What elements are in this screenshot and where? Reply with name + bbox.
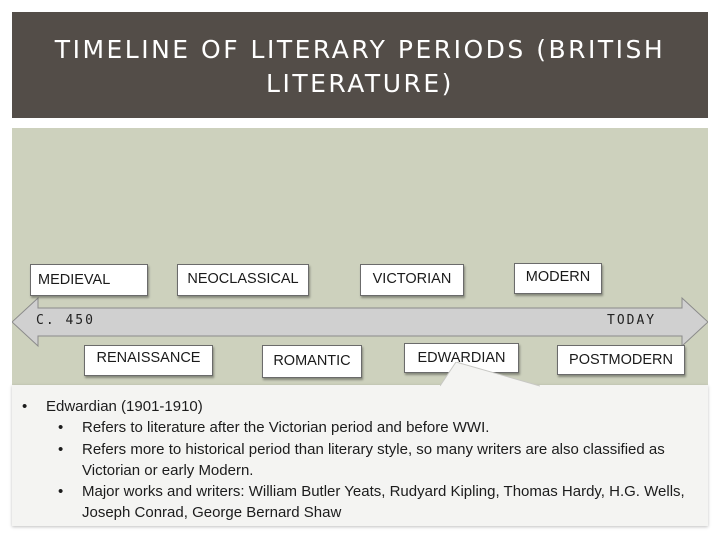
callout-point-text: Refers to literature after the Victorian period and before WWI. <box>82 419 490 437</box>
period-label: POSTMODERN <box>569 352 673 368</box>
bullet: • <box>58 483 64 501</box>
period-label: VICTORIAN <box>372 271 452 287</box>
callout-point <box>22 417 702 438</box>
callout-pointer <box>440 362 540 387</box>
period-label: EDWARDIAN <box>417 350 506 366</box>
timeline-arrow <box>12 296 708 348</box>
period-romantic[interactable] <box>262 345 362 378</box>
callout-point <box>22 439 702 482</box>
timeline-end-label: TODAY <box>607 313 657 328</box>
period-victorian[interactable] <box>360 264 464 296</box>
callout-heading-item <box>22 396 702 417</box>
callout-list <box>22 396 702 524</box>
bullet: • <box>58 440 64 458</box>
period-neoclassical[interactable] <box>177 264 309 296</box>
period-label: RENAISSANCE <box>96 350 201 366</box>
period-modern[interactable] <box>514 263 602 294</box>
callout-heading: Edwardian (1901-1910) <box>46 398 203 415</box>
period-label: MEDIEVAL <box>38 272 111 288</box>
timeline-start-label: C. 450 <box>36 313 95 328</box>
callout-point-text: Refers more to historical period than literary style, so many writers are also classified as Victorian or early Modern. <box>82 440 665 479</box>
bullet: • <box>58 419 64 437</box>
page-title: TIMELINE OF LITERARY PERIODS (BRITISH LITERATURE) <box>54 35 666 98</box>
callout-point <box>22 481 702 524</box>
period-renaissance[interactable] <box>84 345 213 376</box>
period-label: ROMANTIC <box>273 353 351 369</box>
title-band <box>12 12 708 118</box>
period-medieval[interactable] <box>30 264 148 296</box>
callout-point-text: Major works and writers: William Butler Yeats, Rudyard Kipling, Thomas Hardy, H.G. Wells, Joseph Conrad, George Bernard Shaw <box>82 483 685 522</box>
period-label: NEOCLASSICAL <box>187 271 299 287</box>
period-postmodern[interactable] <box>557 345 685 375</box>
period-label: MODERN <box>525 269 591 285</box>
bullet: • <box>22 398 28 415</box>
